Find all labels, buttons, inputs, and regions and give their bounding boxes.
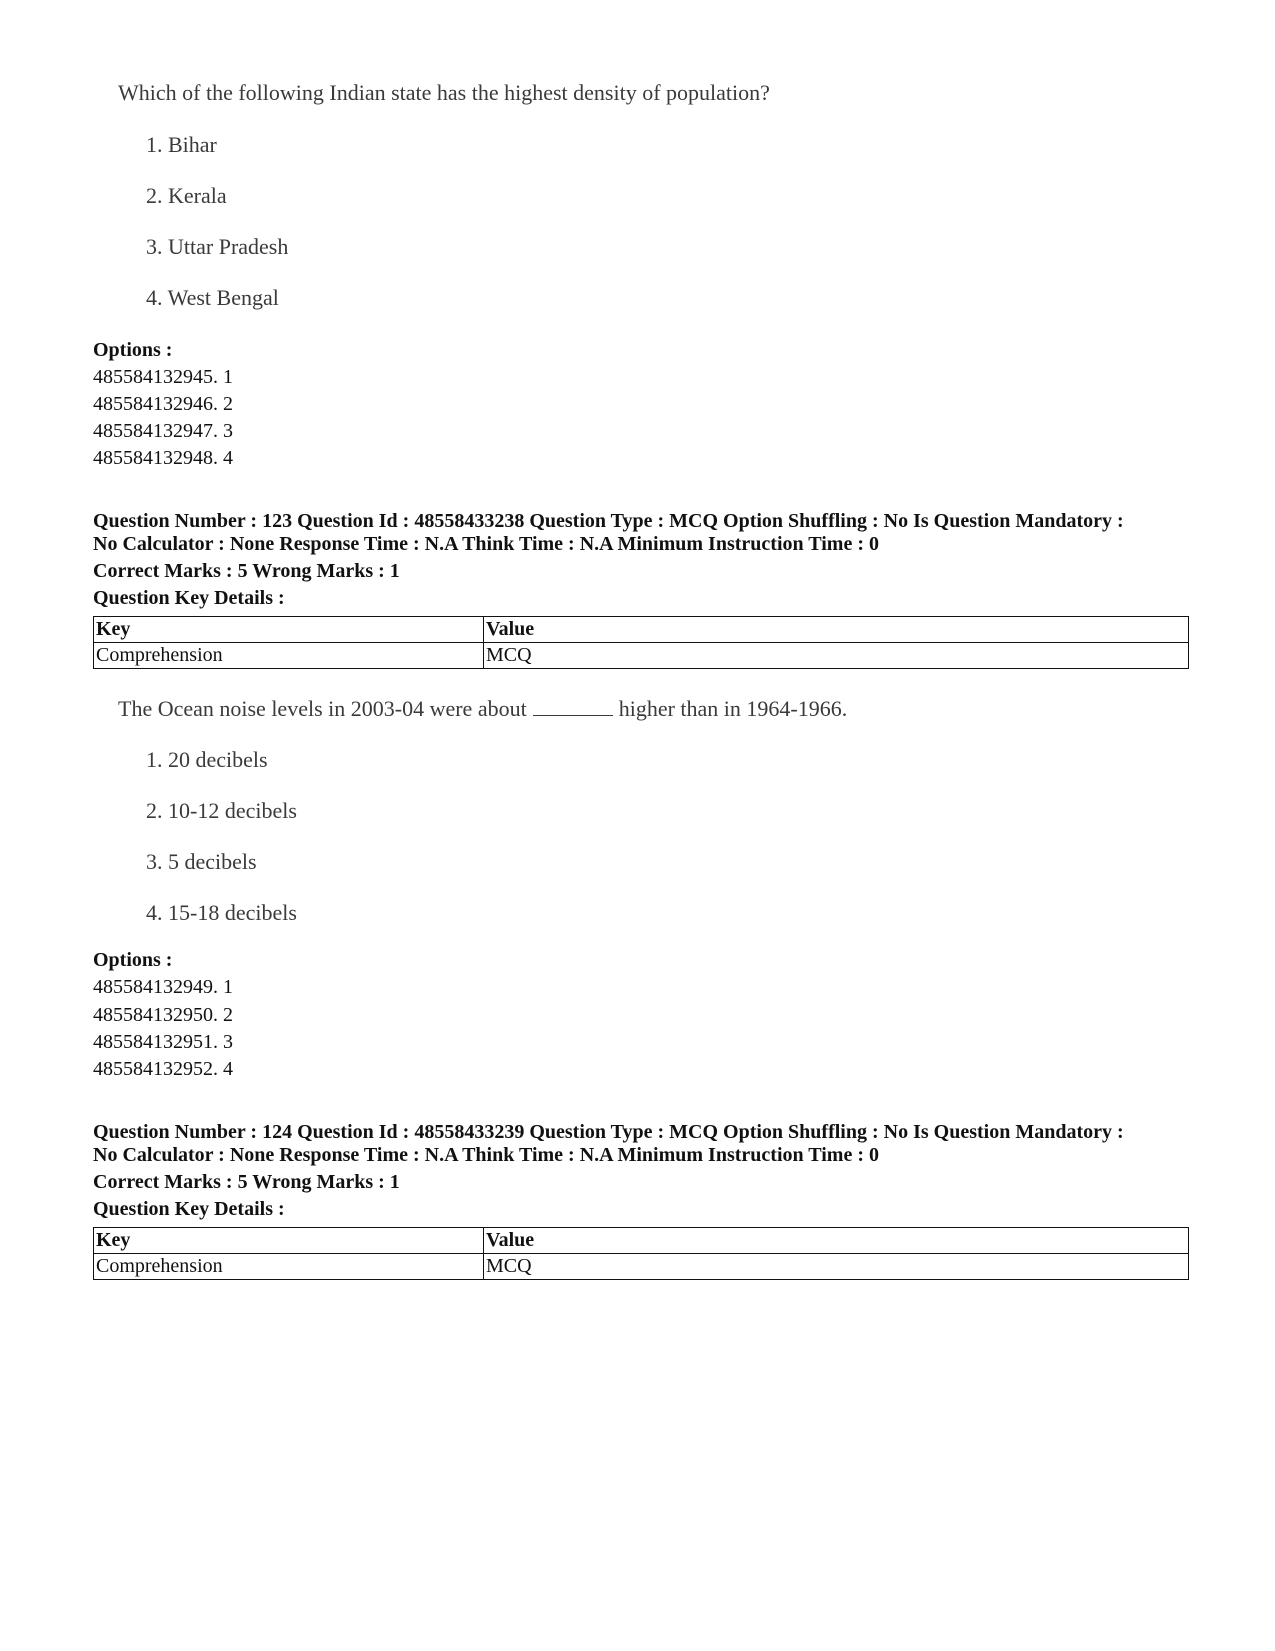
options-label: Options : (93, 949, 173, 971)
table-row (94, 1254, 1189, 1280)
question-marks: Correct Marks : 5 Wrong Marks : 1 (93, 560, 400, 582)
choice-item: 2. Kerala (146, 183, 227, 208)
option-id: 485584132952. 4 (93, 1058, 233, 1080)
options-label: Options : (93, 339, 173, 361)
table-header-value: Value (484, 617, 1189, 643)
option-id: 485584132948. 4 (93, 447, 233, 469)
key-details-label: Question Key Details : (93, 1198, 285, 1220)
table-row (94, 643, 1189, 669)
table-cell-key: Comprehension (94, 1254, 484, 1280)
table-header-row (94, 617, 1189, 643)
question-key-table (93, 1227, 1189, 1280)
question-text-before: The Ocean noise levels in 2003-04 were about (118, 696, 527, 721)
table-header-key: Key (94, 1228, 484, 1254)
choice-item: 1. 20 decibels (146, 747, 268, 772)
question-key-table (93, 616, 1189, 669)
question-meta-line: No Calculator : None Response Time : N.A Think Time : N.A Minimum Instruction Time : 0 (93, 1144, 879, 1166)
question-meta-line: Question Number : 124 Question Id : 48558433239 Question Type : MCQ Option Shuffling : No Is Question Mandatory : (93, 1121, 1124, 1143)
option-id: 485584132945. 1 (93, 366, 233, 388)
fill-blank (533, 697, 613, 716)
choice-item: 2. 10-12 decibels (146, 798, 297, 823)
table-header-row (94, 1228, 1189, 1254)
question-marks: Correct Marks : 5 Wrong Marks : 1 (93, 1171, 400, 1193)
table-header-key: Key (94, 617, 484, 643)
question-meta-line: Question Number : 123 Question Id : 48558433238 Question Type : MCQ Option Shuffling : No Is Question Mandatory : (93, 510, 1124, 532)
choice-item: 3. 5 decibels (146, 849, 257, 874)
question-text (118, 696, 847, 722)
option-id: 485584132951. 3 (93, 1031, 233, 1053)
question-text-after: higher than in 1964-1966. (618, 696, 848, 721)
option-id: 485584132946. 2 (93, 393, 233, 415)
question-meta-line: No Calculator : None Response Time : N.A Think Time : N.A Minimum Instruction Time : 0 (93, 533, 879, 555)
question-text: Which of the following Indian state has the highest density of population? (118, 80, 770, 105)
option-id: 485584132950. 2 (93, 1004, 233, 1026)
option-id: 485584132949. 1 (93, 976, 233, 998)
choice-item: 4. 15-18 decibels (146, 900, 297, 925)
table-cell-value: MCQ (484, 643, 1189, 669)
choice-item: 4. West Bengal (146, 285, 279, 310)
option-id: 485584132947. 3 (93, 420, 233, 442)
key-details-label: Question Key Details : (93, 587, 285, 609)
choice-item: 1. Bihar (146, 132, 217, 157)
table-header-value: Value (484, 1228, 1189, 1254)
choice-item: 3. Uttar Pradesh (146, 234, 289, 259)
table-cell-value: MCQ (484, 1254, 1189, 1280)
table-cell-key: Comprehension (94, 643, 484, 669)
